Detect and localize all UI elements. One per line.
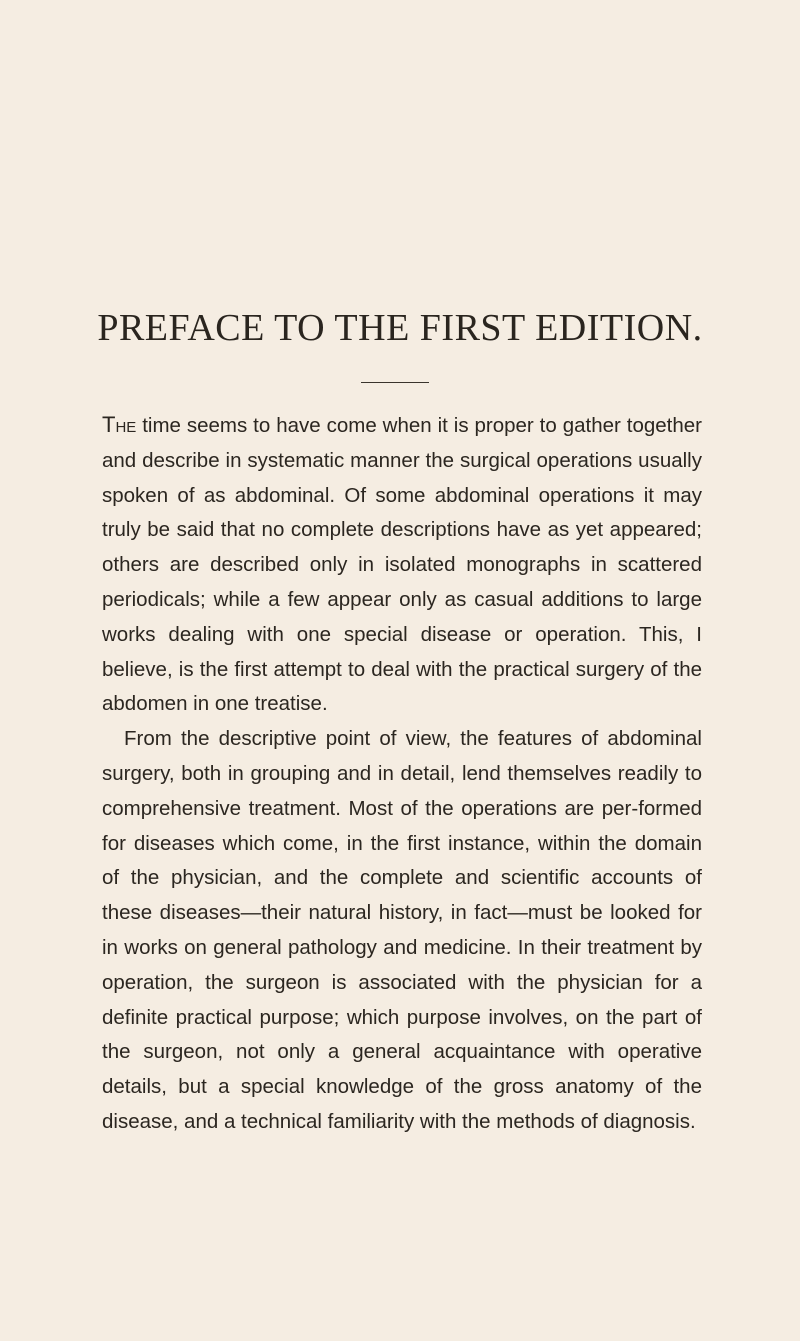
paragraph-text: From the descriptive point of view, the features of abdominal surgery, both in grouping and in detail, lend themselves readily to comprehensive treatment. Most of the operations are per-formed for diseases which come, in the first instance, within the domain of the physician, and the complete and scientific accounts of these diseases—their natural history, in fact—must be looked for in works on general pathology and medicine. In their treatment by operation, the surgeon is associated with the physician for a definite practical purpose; which purpose involves, on the part of the surgeon, not only a general acquaintance with operative details, but a special knowledge of the gross anatomy of the disease, and a technical familiarity with the methods of diagnosis.	[102, 727, 702, 1133]
preface-body	[102, 408, 702, 1140]
paragraph-1	[102, 408, 702, 722]
paragraph-lead: The	[102, 412, 137, 437]
title-rule	[361, 382, 429, 383]
paragraph-2	[102, 722, 702, 1140]
paragraph-text: time seems to have come when it is proper to gather together and describe in systematic manner the surgical operations usually spoken of as abdominal. Of some abdominal operations it may truly be said that no complete descriptions have as yet appeared; others are described only in isolated monographs in scattered periodicals; while a few appear only as casual additions to large works dealing with one special disease or operation. This, I believe, is the first attempt to deal with the practical surgery of the abdomen in one treatise.	[102, 414, 702, 716]
page-title: PREFACE TO THE FIRST EDITION.	[97, 307, 703, 349]
